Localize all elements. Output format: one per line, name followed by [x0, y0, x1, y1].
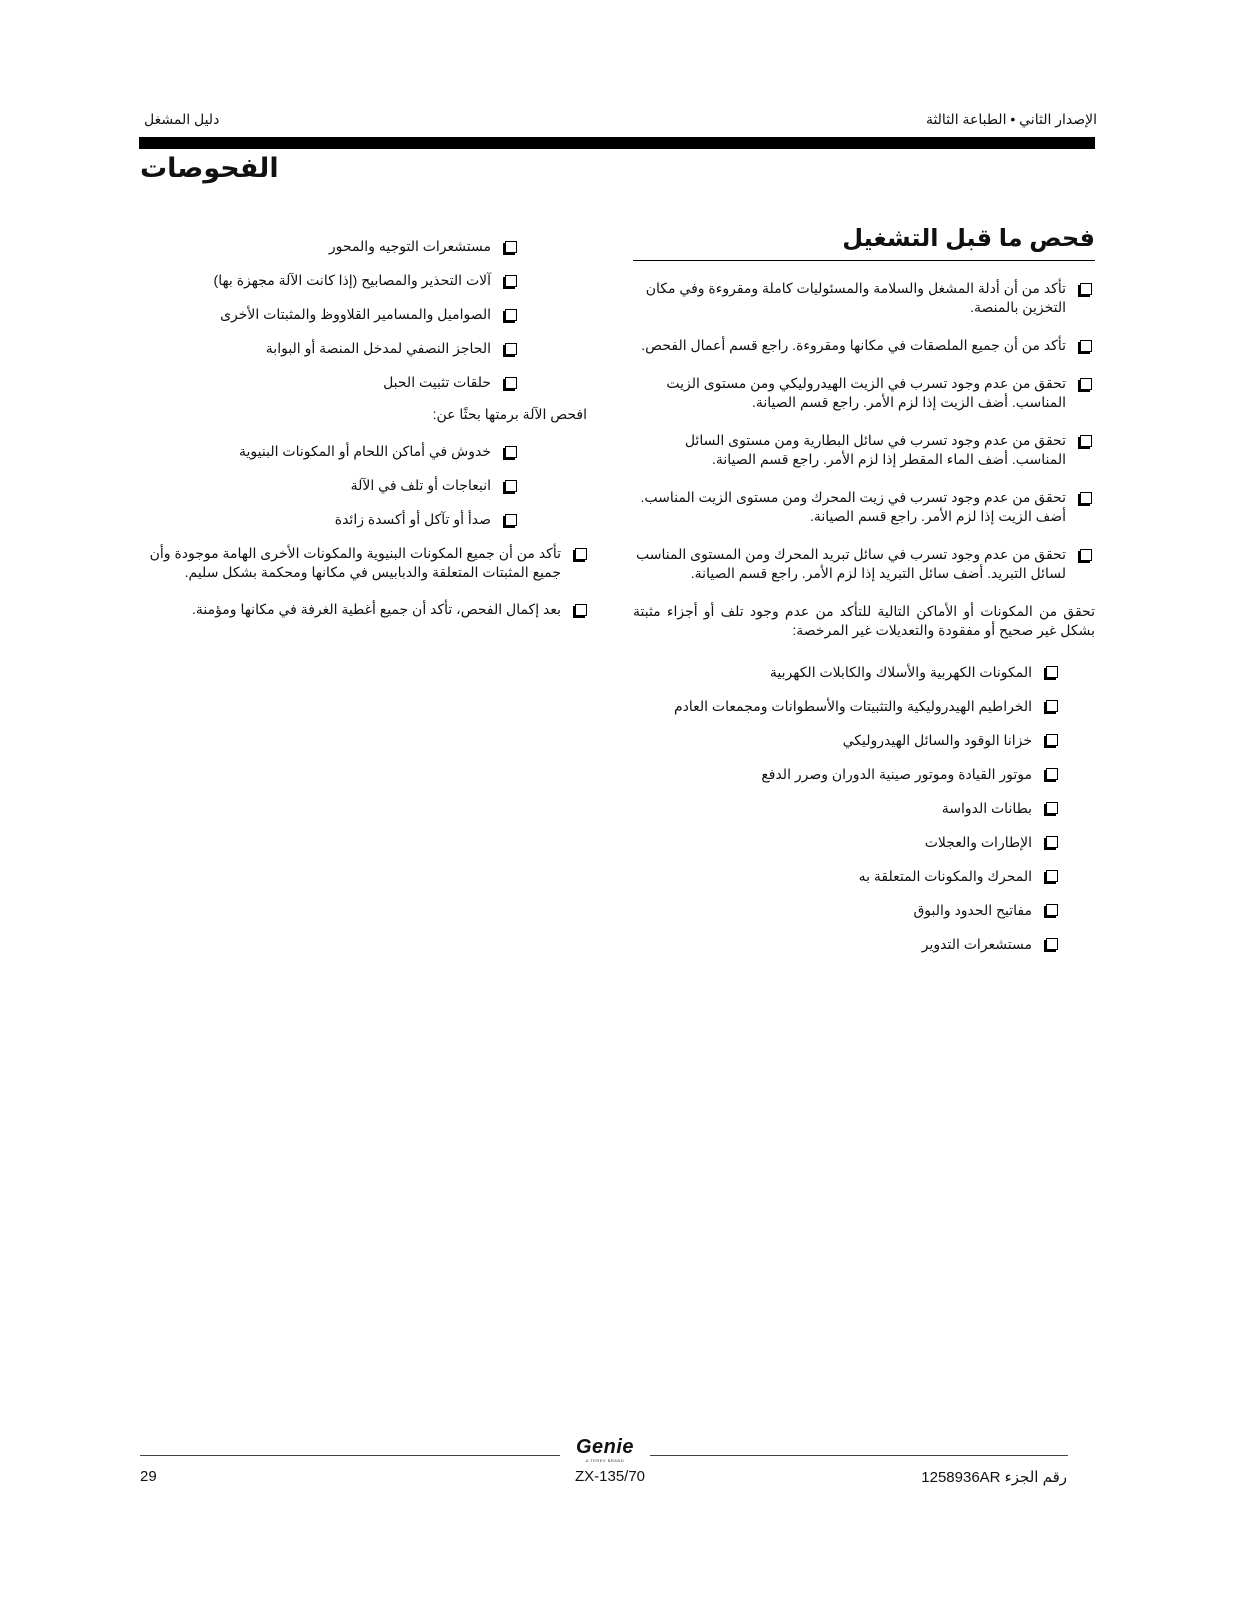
checkbox-icon[interactable]: [575, 604, 587, 616]
checklist-item: [633, 545, 1095, 583]
checkbox-icon[interactable]: [505, 446, 517, 458]
checklist-item: [633, 431, 1095, 469]
component-text: الصواميل والمسامير القلاووظ والمثبتات الأخرى: [220, 306, 491, 322]
component-item: [633, 696, 1058, 716]
component-text: حلقات تثبيت الحبل: [383, 374, 491, 390]
checklist-item: [633, 374, 1095, 412]
checkbox-icon[interactable]: [1046, 870, 1058, 882]
component-item: [140, 339, 517, 358]
component-item: [633, 934, 1058, 954]
checklist-text: تأكد من أن جميع المكونات البنيوية والمكونات الأخرى الهامة موجودة وأن جميع المثبتات المتعلقة والدبابيس في مكانها ومحكمة بشكل سليم.: [149, 545, 561, 580]
machine-inspection-note: افحص الآلة برمتها بحثًا عن:: [432, 406, 587, 422]
checkbox-icon[interactable]: [1046, 734, 1058, 746]
checkbox-icon[interactable]: [505, 241, 517, 253]
checklist-item: [140, 544, 587, 582]
component-item: [140, 373, 517, 392]
checkbox-icon[interactable]: [1046, 938, 1058, 950]
model-number: ZX-135/70: [574, 1468, 646, 1485]
checkbox-icon[interactable]: [575, 548, 587, 560]
checkbox-icon[interactable]: [1046, 904, 1058, 916]
checkbox-icon[interactable]: [1046, 768, 1058, 780]
component-item: [633, 900, 1058, 920]
checklist-text: بعد إكمال الفحص، تأكد أن جميع أغطية الغرفة في مكانها ومؤمنة.: [191, 601, 561, 617]
part-number: رقم الجزء 1258936AR: [921, 1469, 1067, 1486]
checkbox-icon[interactable]: [1080, 283, 1092, 295]
component-item: [140, 510, 517, 529]
chapter-title: الفحوصات: [140, 153, 279, 183]
component-text: خزانا الوقود والسائل الهيدروليكي: [842, 732, 1032, 748]
component-text: الخراطيم الهيدروليكية والتثبيتات والأسطوانات ومجمعات العادم: [673, 698, 1032, 714]
checkbox-icon[interactable]: [1080, 549, 1092, 561]
component-text: مفاتيح الحدود والبوق: [913, 902, 1032, 918]
component-item: [633, 764, 1058, 784]
checkbox-icon[interactable]: [505, 275, 517, 287]
checkbox-icon[interactable]: [1046, 836, 1058, 848]
checklist-text: تحقق من عدم وجود تسرب في زيت المحرك ومن مستوى الزيت المناسب. أضف الزيت إذا لزم الأمر. راجع قسم الصيانة.: [640, 489, 1066, 524]
checkbox-icon[interactable]: [505, 514, 517, 526]
pre-operation-column: [633, 224, 1095, 968]
checkbox-icon[interactable]: [1046, 802, 1058, 814]
section-title: فحص ما قبل التشغيل: [842, 225, 1095, 252]
checklist-item: [140, 600, 587, 619]
components-intro: تحقق من المكونات أو الأماكن التالية للتأكد من عدم وجود تلف أو أجزاء مثبتة بشكل غير صحيح أو مفقودة والتعديلات غير المرخصة:: [633, 603, 1095, 638]
checkbox-icon[interactable]: [1046, 666, 1058, 678]
component-item: [140, 476, 517, 495]
component-item: [633, 730, 1058, 750]
logo-tagline: A TEREX BRAND: [585, 1458, 625, 1463]
component-text: مستشعرات التوجيه والمحور: [328, 238, 491, 254]
component-item: [633, 662, 1058, 682]
continued-column: [140, 237, 607, 637]
checklist-item: [633, 336, 1095, 355]
header-rule: [139, 137, 1095, 149]
component-text: المكونات الكهربية والأسلاك والكابلات الكهربية: [769, 664, 1032, 680]
checklist-item: [633, 279, 1095, 317]
checklist-text: تحقق من عدم وجود تسرب في سائل البطارية ومن مستوى السائل المناسب. أضف الماء المقطر إذا لزم الأمر. راجع قسم الصيانة.: [684, 432, 1066, 467]
component-text: آلات التحذير والمصابيح (إذا كانت الآلة مجهزة بها): [213, 272, 491, 288]
checkbox-icon[interactable]: [505, 377, 517, 389]
edition-header: الإصدار الثاني • الطباعة الثالثة: [925, 111, 1097, 127]
component-text: بطانات الدواسة: [941, 800, 1032, 816]
manual-header: دليل المشغل: [144, 111, 220, 127]
component-item: [140, 237, 517, 256]
component-item: [140, 442, 517, 461]
component-text: مستشعرات التدوير: [921, 936, 1032, 952]
checkbox-icon[interactable]: [1046, 700, 1058, 712]
section-rule: [633, 260, 1095, 261]
page-number: 29: [140, 1468, 157, 1485]
logo-wordmark: Genie: [575, 1436, 635, 1458]
component-text: خدوش في أماكن اللحام أو المكونات البنيوية: [239, 443, 491, 459]
component-item: [633, 866, 1058, 886]
component-text: الحاجز النصفي لمدخل المنصة أو البوابة: [265, 340, 491, 356]
component-item: [633, 832, 1058, 852]
component-text: المحرك والمكونات المتعلقة به: [858, 868, 1032, 884]
checklist-item: [633, 488, 1095, 526]
checkbox-icon[interactable]: [1080, 340, 1092, 352]
component-text: انبعاجات أو تلف في الآلة: [350, 477, 491, 493]
checklist-text: تحقق من عدم وجود تسرب في سائل تبريد المحرك ومن المستوى المناسب لسائل التبريد. أضف سائل التبريد إذا لزم الأمر. راجع قسم الصيانة.: [636, 546, 1066, 581]
component-item: [140, 305, 517, 324]
checklist-text: تحقق من عدم وجود تسرب في الزيت الهيدروليكي ومن مستوى الزيت المناسب. أضف الزيت إذا لزم الأمر. راجع قسم الصيانة.: [666, 375, 1066, 410]
component-item: [140, 271, 517, 290]
component-text: الإطارات والعجلات: [924, 834, 1032, 850]
genie-logo: [562, 1436, 648, 1463]
checklist-text: تأكد من أن أدلة المشغل والسلامة والمسئوليات كاملة ومقروءة وفي مكان التخزين بالمنصة.: [645, 280, 1066, 315]
checklist-text: تأكد من أن جميع الملصقات في مكانها ومقروءة. راجع قسم أعمال الفحص.: [641, 337, 1066, 353]
footer-rule-right: [650, 1455, 1068, 1456]
footer-rule-left: [140, 1455, 560, 1456]
checkbox-icon[interactable]: [1080, 378, 1092, 390]
component-text: موتور القيادة وموتور صينية الدوران وصرر الدفع: [761, 766, 1032, 782]
component-item: [633, 798, 1058, 818]
checkbox-icon[interactable]: [1080, 492, 1092, 504]
component-text: صدأ أو تآكل أو أكسدة زائدة: [334, 511, 491, 527]
checkbox-icon[interactable]: [505, 480, 517, 492]
checkbox-icon[interactable]: [505, 343, 517, 355]
checkbox-icon[interactable]: [505, 309, 517, 321]
checkbox-icon[interactable]: [1080, 435, 1092, 447]
